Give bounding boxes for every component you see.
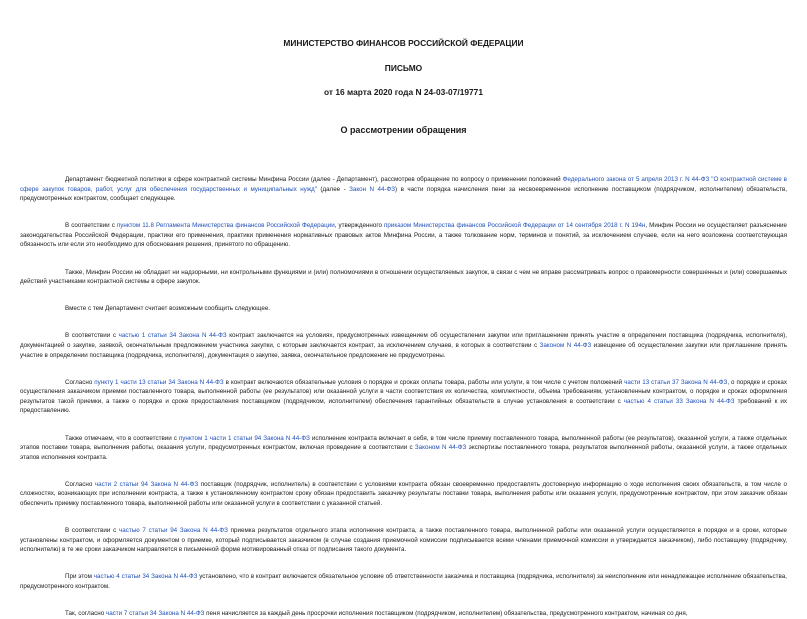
legal-reference-link[interactable]: пункту 1 части 13 статьи 34 Закона N 44-ФЗ <box>94 378 224 386</box>
body-paragraph <box>20 331 787 360</box>
paragraph-text: , о порядке и сроках осуществления заказчиком приемки поставленного товара, выполненной работы (ее результатов) или оказанной услуги в части соответствия их количества, комплектности, объема требованиям, установленным контрактом, о порядке и сроках оформления результатов такой приемки, а также о порядке и сроке предоставления поставщиком (подрядчиком, исполнителем) обеспечения гарантийных обязательств в случае установления в соответствии с <box>20 378 787 405</box>
paragraph-text: поставщик (подрядчик, исполнитель) в соответствии с условиями контракта обязан своевременно предоставлять достоверную информацию о ходе исполнения своих обязательств, в том числе о сложностях, возникающих при исполнении контракта, а также к установленному контрактом сроку обязан предоставить заказчику результаты поставки товара, выполнения работы или оказания услуги, предусмотренные контрактом, при этом заказчик обязан обеспечить приемку поставленного товара, выполненной работы или оказанной услуги в соответствии с указанной статьей. <box>20 480 787 507</box>
document-date-number: от 16 марта 2020 года N 24-03-07/19771 <box>324 87 483 97</box>
paragraph-text: Департамент бюджетной политики в сфере контрактной системы Минфина России (далее - Департамент), рассмотрев обращение по вопросу о применении положений <box>65 176 563 183</box>
body-paragraph <box>20 268 787 287</box>
body-paragraph <box>20 609 787 619</box>
paragraph-text: контракт заключается на условиях, предусмотренных извещением об осуществлении закупки или приглашением принять участие в определении поставщика (подрядчика, исполнителя), документацией о закупке, заявкой, окончательным предложением участника закупки, с которым заключается контракт, за исключением случаев, в которых в соответствии с <box>20 332 787 349</box>
paragraph-text: В соответствии с <box>65 332 119 340</box>
paragraph-text: приемка результатов отдельного этапа исполнения контракта, а также поставленного товара, выполненной работы или оказанной услуги осуществляется в порядке и в сроки, которые установлены контрактом, и оформляется документом о приемке, который подписывается заказчиком (в случае создания приемочной комиссии подписывается всеми членами приемочной комиссии и утверждается заказчиком), либо поставщику (подрядчику, исполнителю) в те же сроки заказчиком направляется в письменной форме мотивированный отказ от подписания такого документа. <box>20 527 787 554</box>
body-paragraph <box>20 175 787 204</box>
paragraph-text: извещение об осуществлении закупки или приглашение принять участие в определении поставщика (подрядчика, исполнителя), документация о закупке, заявка, окончательное предложение не предусмотрены. <box>20 341 787 359</box>
document-type: ПИСЬМО <box>384 63 423 73</box>
paragraph-text: В соответствии с <box>65 222 117 230</box>
legal-reference-link[interactable]: части 13 статьи 37 Закона N 44-ФЗ <box>624 378 728 386</box>
legal-reference-link[interactable]: частью 1 статьи 34 Закона N 44-ФЗ <box>118 332 227 340</box>
paragraph-text: экспертизы поставленного товара, результатов выполненной работы, оказанной услуги, а также отдельных этапов исполнения контракта. <box>20 444 787 461</box>
paragraph-text: , Минфин России не осуществляет разъяснение законодательства Российской Федерации, практики его применения, практики применения нормативных правовых актов Минфина России, а также толкование норм, терминов и понятий, за исключением случаев, если на него возложена соответствующая обязанность или если это необходимо для обоснования решения, принятого по обращению. <box>20 222 788 249</box>
paragraph-text: Так, согласно <box>65 610 106 618</box>
ministry-heading: МИНИСТЕРСТВО ФИНАНСОВ РОССИЙСКОЙ ФЕДЕРАЦИИ <box>283 38 524 48</box>
legal-reference-link[interactable]: Законом N 44-ФЗ <box>539 341 592 349</box>
body-paragraph <box>20 378 787 416</box>
legal-reference-link[interactable]: Закон N 44-ФЗ <box>349 185 396 193</box>
legal-reference-link[interactable]: Федерального закона от 5 апреля 2013 г. N 44-ФЗ "О контрактной системе в сфере закупок товаров, работ, услуг для обеспечения государственных и муниципальных нужд" <box>20 176 787 193</box>
legal-reference-link[interactable]: пунктом 1 части 1 статьи 94 Закона N 44-ФЗ <box>178 434 310 442</box>
paragraph-text: пеня начисляется за каждый день просрочки исполнения поставщиком (подрядчиком, исполнителем) обязательства, предусмотренного контрактом, начиная со дня, <box>204 610 688 618</box>
body-paragraph <box>20 434 787 463</box>
document-subject: О рассмотрении обращения <box>340 125 467 135</box>
paragraph-text: требований к их предоставлению. <box>20 397 787 415</box>
paragraph-text: В соответствии с <box>65 527 119 535</box>
paragraph-text: в контракт включаются обязательные условия о порядке и сроках оплаты товара, работы или услуги, в том числе с учетом положений <box>223 378 625 386</box>
document-body <box>20 175 787 619</box>
paragraph-text: ) в части порядка начисления пени за несвоевременное исполнение поставщиком (подрядчиком, исполнителем) обязательств, предусмотренных контрактом, сообщает следующее. <box>20 185 788 203</box>
paragraph-text: Согласно <box>65 480 95 488</box>
body-paragraph <box>20 221 787 250</box>
legal-reference-link[interactable]: приказом Министерства финансов Российской Федерации от 14 сентября 2018 г. N 194н <box>383 222 646 230</box>
paragraph-text: Также отмечаем, что в соответствии с <box>65 434 179 442</box>
paragraph-text: исполнение контракта включает в себя, в том числе приемку поставленного товара, выполненной работы (ее результатов), оказанной услуги, а также отдельных этапов поставки товара, выполнения работы, оказания услуги, предусмотренных контрактом, включая проведение в соответствии с <box>20 434 787 452</box>
paragraph-text: (далее - <box>316 185 350 193</box>
legal-reference-link[interactable]: Законом N 44-ФЗ <box>414 444 467 452</box>
paragraph-text: При этом <box>65 573 94 581</box>
paragraph-text: , утвержденного <box>334 222 384 230</box>
legal-reference-link[interactable]: части 2 статьи 94 Закона N 44-ФЗ <box>94 480 199 488</box>
legal-reference-link[interactable]: частью 4 статьи 33 Закона N 44-ФЗ <box>623 397 735 405</box>
legal-reference-link[interactable]: части 7 статьи 34 Закона N 44-ФЗ <box>105 610 205 618</box>
legal-reference-link[interactable]: пунктом 11.8 Регламента Министерства финансов Российской Федерации <box>116 222 335 230</box>
legal-reference-link[interactable]: частью 4 статьи 34 Закона N 44-ФЗ <box>93 573 198 581</box>
paragraph-text: Вместе с тем Департамент считает возможным сообщить следующее. <box>65 305 271 313</box>
body-paragraph <box>20 304 787 314</box>
legal-reference-link[interactable]: частью 7 статьи 94 Закона N 44-ФЗ <box>118 527 228 535</box>
paragraph-text: Также, Минфин России не обладает ни надзорными, ни контрольными функциями и (или) полномочиями в отношении осуществляемых закупок, в связи с чем не вправе рассматривать вопрос о правомерности совершенных и (или) совершаемых действий участниками контрактной системы в сфере закупок. <box>20 268 787 286</box>
paragraph-text: Согласно <box>65 378 95 386</box>
body-paragraph <box>20 572 787 591</box>
body-paragraph <box>20 480 787 509</box>
paragraph-text: установлено, что в контракт включается обязательное условие об ответственности заказчика и поставщика (подрядчика, исполнителя) за неисполнение или ненадлежащее исполнение обязательства, предусмотренного контрактом. <box>20 573 787 590</box>
body-paragraph <box>20 526 787 555</box>
